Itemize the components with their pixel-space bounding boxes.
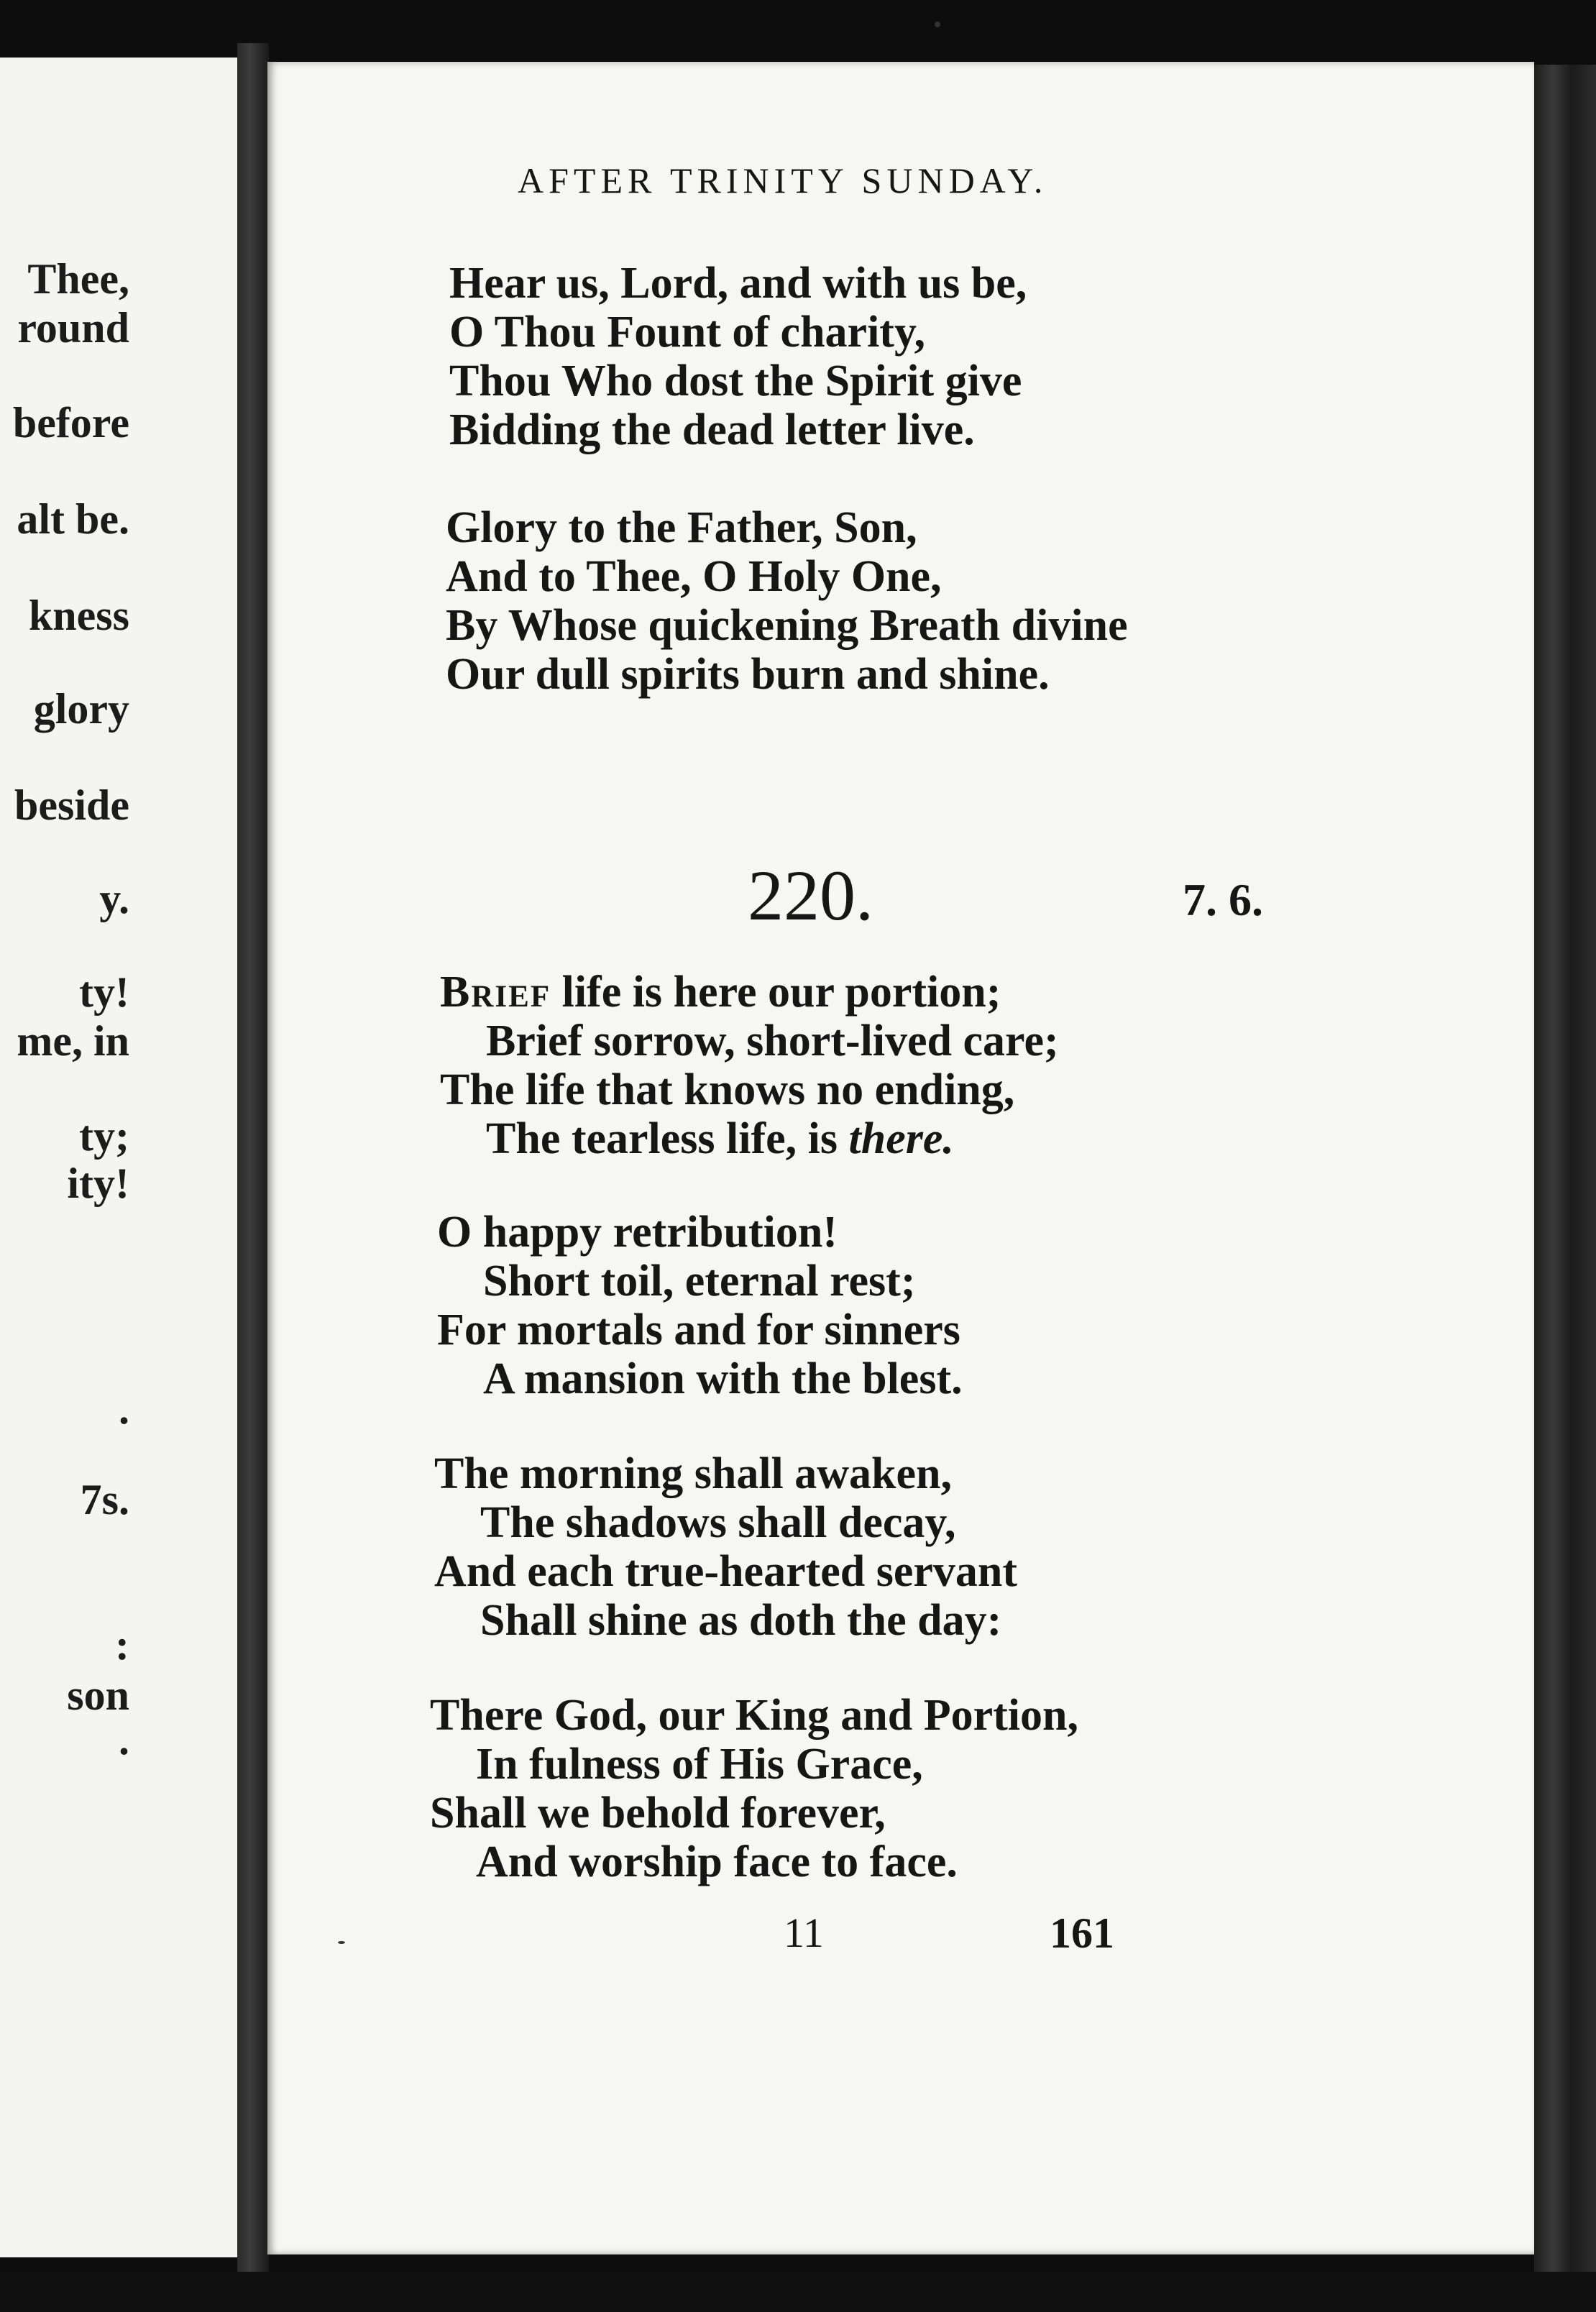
running-head: AFTER TRINITY SUNDAY. <box>518 160 1048 201</box>
verse-line: Brief sorrow, short-lived care; <box>486 1017 1059 1065</box>
stanza <box>437 1208 963 1403</box>
stanza <box>449 259 1027 454</box>
facing-page-line: : <box>115 1621 129 1669</box>
verse-line: Shall shine as doth the day: <box>480 1596 1002 1645</box>
scan-bottom-edge <box>0 2272 1596 2312</box>
verse-line: And worship face to face. <box>476 1838 958 1886</box>
drop-cap-word: Brief <box>440 968 551 1017</box>
scan-speck <box>935 22 940 27</box>
verse-line <box>440 1114 1059 1163</box>
verse-line: O Thou Fount of charity, <box>449 308 926 357</box>
verse-line: A mansion with the blest. <box>483 1354 963 1403</box>
stanza <box>430 1691 1078 1886</box>
verse-line: The morning shall awaken, <box>434 1449 953 1498</box>
facing-page-line: Thee, <box>27 255 129 303</box>
facing-page-line: . <box>119 1385 129 1433</box>
stanza <box>434 1449 1017 1645</box>
facing-page-line: beside <box>14 781 129 829</box>
verse-line: Bidding the dead letter live. <box>449 405 975 454</box>
facing-page-line: glory <box>33 685 129 733</box>
facing-page-line: round <box>17 304 129 352</box>
verse-line-text: The tearless life, is <box>486 1114 838 1163</box>
book-gutter <box>237 43 269 2272</box>
verse-line: Short toil, eternal rest; <box>483 1257 916 1306</box>
verse-line: Hear us, Lord, and with us be, <box>449 259 1027 308</box>
facing-page-line: son <box>67 1671 129 1719</box>
facing-page-line: . <box>119 1716 129 1763</box>
verse-line: O happy retribution! <box>437 1208 838 1257</box>
page-number: 161 <box>1050 1909 1114 1957</box>
verse-line: Glory to the Father, Son, <box>446 503 917 552</box>
facing-page-line: 7s. <box>80 1476 129 1523</box>
hymn-number: 220. <box>748 855 873 935</box>
facing-page-line: alt be. <box>17 495 129 543</box>
verse-line: For mortals and for sinners <box>437 1306 960 1354</box>
verse-line <box>440 968 1059 1017</box>
verse-line: And to Thee, O Holy One, <box>446 552 942 601</box>
hymn-meter: 7. 6. <box>1183 874 1263 925</box>
page-stack-edge <box>1534 65 1596 2272</box>
signature-mark: 11 <box>784 1909 824 1956</box>
facing-page <box>0 58 244 2257</box>
scan-speck <box>338 1941 345 1944</box>
facing-page-line: y. <box>99 875 129 922</box>
verse-line: And each true-hearted servant <box>434 1547 1018 1596</box>
facing-page-line: ity! <box>67 1160 129 1207</box>
stanza <box>446 503 1128 699</box>
facing-page-line: kness <box>28 592 129 639</box>
verse-line: The shadows shall decay, <box>480 1498 956 1547</box>
verse-line-rest: life is here our portion; <box>551 968 1001 1017</box>
verse-line: Shall we behold forever, <box>430 1789 886 1838</box>
facing-page-line: before <box>12 399 129 446</box>
emphasized-word: there. <box>848 1114 954 1163</box>
verse-line: The life that knows no ending, <box>440 1065 1015 1114</box>
stanza <box>440 968 1059 1163</box>
facing-page-line: ty! <box>79 968 129 1016</box>
verse-line: Our dull spirits burn and shine. <box>446 650 1050 699</box>
verse-line: In fulness of His Grace, <box>476 1740 923 1789</box>
facing-page-line: me, in <box>17 1017 129 1065</box>
verse-line: Thou Who dost the Spirit give <box>449 357 1022 405</box>
verse-line: By Whose quickening Breath divine <box>446 601 1128 650</box>
verse-line: There God, our King and Portion, <box>430 1691 1078 1740</box>
facing-page-line: ty; <box>79 1112 129 1160</box>
